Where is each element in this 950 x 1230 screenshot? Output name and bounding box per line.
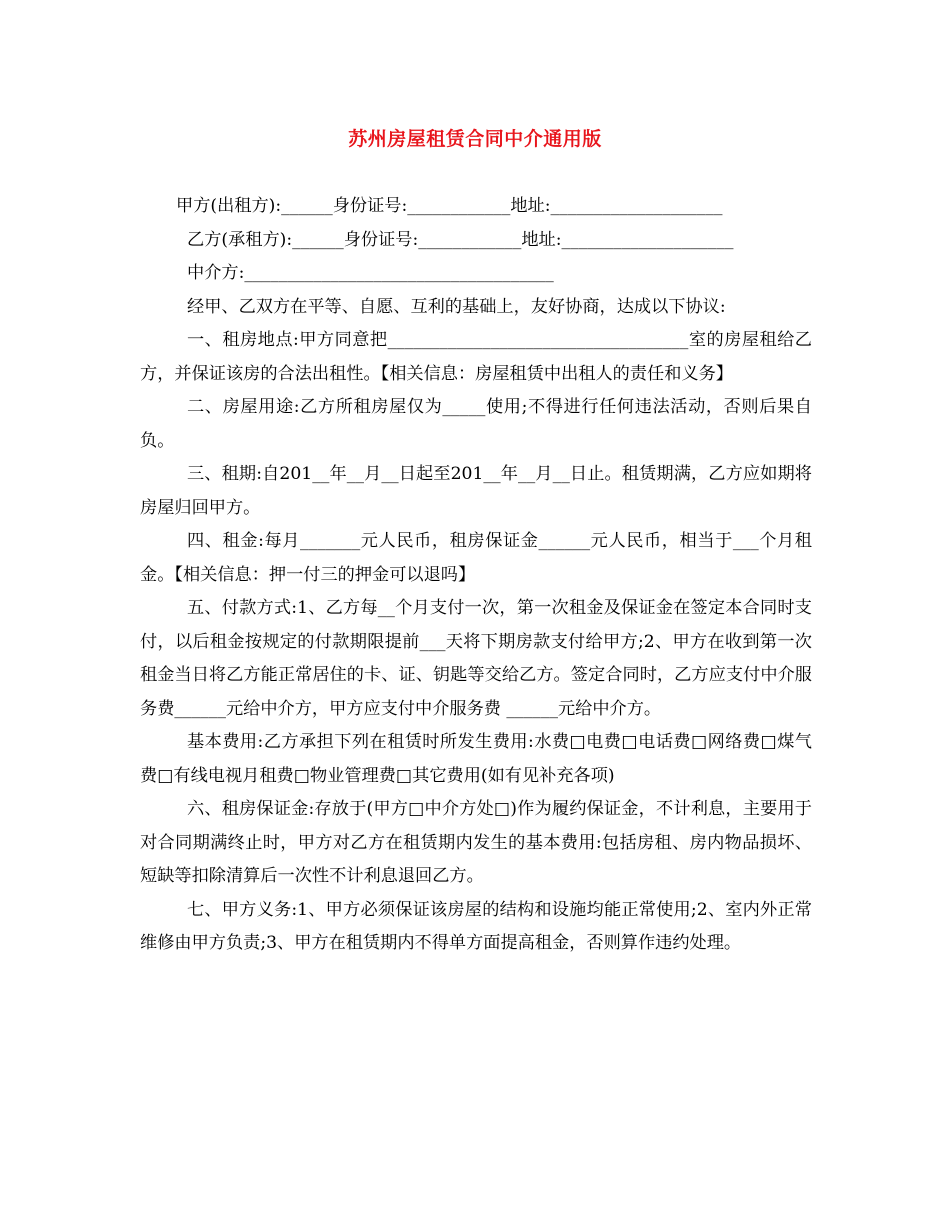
party-tenant-line: 乙方(承租方):______身份证号:____________地址:____________________ — [187, 229, 734, 250]
paragraph-landlord-duties: 七、甲方义务:1、甲方必须保证该房屋的结构和设施均能正常使用;2、室内外正常维修由甲方负责;3、甲方在租赁期内不得单方面提高租金，否则算作违约处理。 — [140, 899, 812, 953]
paragraph-usage: 二、房屋用途:乙方所租房屋仅为_____使用;不得进行任何违法活动，否则后果自负。 — [140, 397, 812, 451]
document-body — [140, 190, 812, 961]
party-agent-line: 中介方:____________________________________ — [187, 263, 554, 283]
paragraph-deposit: 六、租房保证金:存放于(甲方□中介方处□)作为履约保证金，不计利息，主要用于对合同期满终止时，甲方对乙方在租赁期内发生的基本费用:包括房租、房内物品损坏、短缺等扣除清算后一次性不计利息退回乙方。 — [140, 799, 812, 886]
party-landlord-line: 甲方(出租方):______身份证号:____________地址:____________________ — [176, 196, 723, 216]
paragraph-term: 三、租期:自201__年__月__日起至201__年__月__日止。租赁期满，乙方应如期将房屋归回甲方。 — [140, 464, 812, 518]
document-title: 苏州房屋租赁合同中介通用版 — [348, 128, 602, 150]
paragraph-basic-fees: 基本费用:乙方承担下列在租赁时所发生费用:水费□电费□电话费□网络费□煤气费□有线电视月租费□物业管理费□其它费用(如有见补充各项) — [140, 732, 812, 786]
paragraph-preamble: 经甲、乙双方在平等、自愿、互利的基础上，友好协商，达成以下协议: — [187, 296, 726, 317]
paragraph-location: 一、租房地点:甲方同意把___________________________________室的房屋租给乙方，并保证该房的合法出租性。【相关信息：房屋租赁中出租人的责任和义务】 — [140, 330, 812, 384]
paragraph-rent: 四、租金:每月_______元人民币，租房保证金______元人民币，相当于___个月租金。【相关信息：押一付三的押金可以退吗】 — [140, 531, 812, 585]
paragraph-payment: 五、付款方式:1、乙方每__个月支付一次，第一次租金及保证金在签定本合同时支付，以后租金按规定的付款期限提前___天将下期房款支付给甲方;2、甲方在收到第一次租金当日将乙方能正常居住的卡、证、钥匙等交给乙方。签定合同时，乙方应支付中介服务费______元给中介方，甲方应支付中介服务费 ______元给中介方。 — [140, 598, 812, 719]
